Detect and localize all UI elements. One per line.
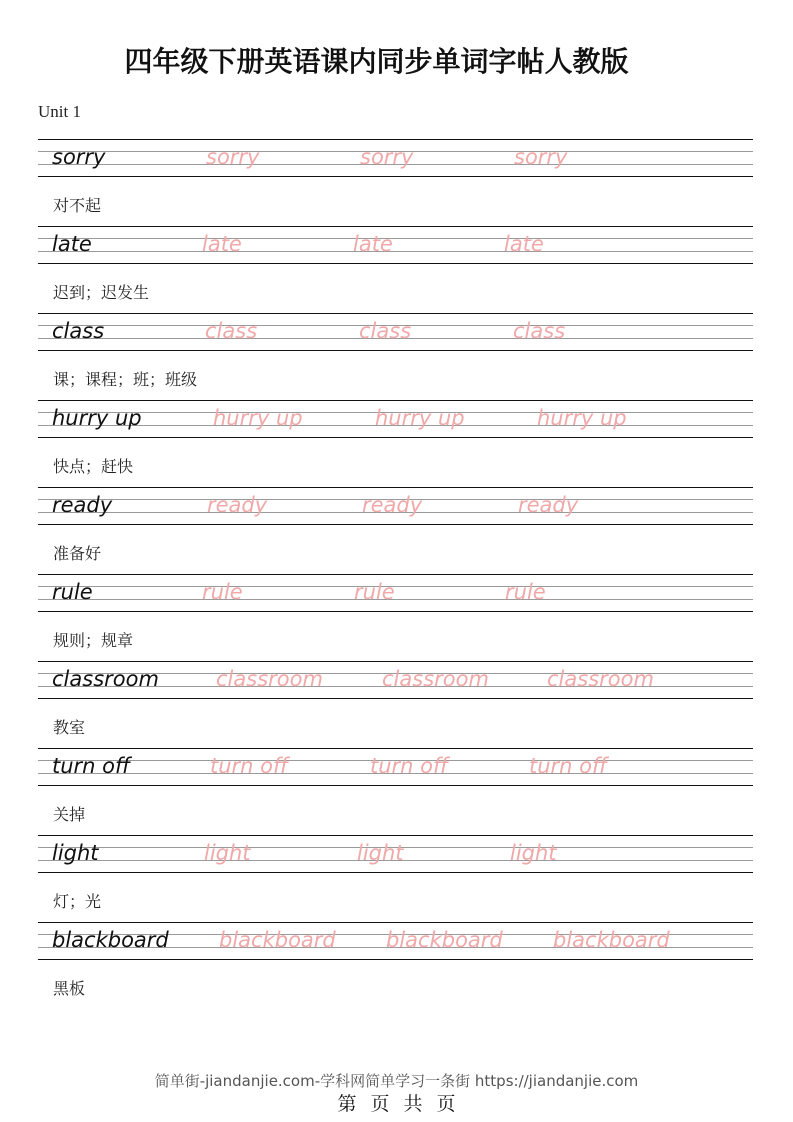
footer-page-number: 第 页 共 页	[337, 1093, 456, 1115]
trace-word: class	[205, 319, 258, 343]
writing-row	[38, 487, 753, 525]
guide-line	[38, 139, 753, 140]
trace-word: turn off	[370, 754, 449, 778]
word-meaning: 黑板	[53, 979, 86, 998]
guide-line	[38, 263, 753, 264]
guide-line	[38, 238, 753, 239]
word-meaning: 教室	[53, 718, 86, 737]
guide-line	[38, 586, 753, 587]
writing-row	[38, 226, 753, 264]
writing-row	[38, 313, 753, 351]
trace-word: light	[204, 841, 251, 865]
word-meaning: 灯；光	[53, 892, 102, 911]
trace-word: late	[504, 232, 544, 256]
page-title: 四年级下册英语课内同步单词字帖人教版	[124, 45, 629, 78]
trace-word: turn off	[529, 754, 608, 778]
trace-word: classroom	[547, 667, 654, 691]
guide-line	[38, 487, 753, 488]
trace-word: sorry	[514, 145, 568, 169]
unit-heading: Unit 1	[38, 102, 81, 121]
trace-word: light	[510, 841, 557, 865]
footer-site-text: 简单街-jiandanjie.com-学科网简单学习一条街 https://jiandanjie.com	[154, 1072, 639, 1090]
trace-word: late	[202, 232, 242, 256]
guide-line	[38, 698, 753, 699]
trace-word: blackboard	[386, 928, 503, 952]
guide-line	[38, 785, 753, 786]
guide-line	[38, 437, 753, 438]
trace-word: rule	[354, 580, 395, 604]
guide-line	[38, 251, 753, 252]
guide-line	[38, 176, 753, 177]
model-word: class	[52, 319, 105, 343]
guide-line	[38, 400, 753, 401]
model-word: turn off	[52, 754, 131, 778]
guide-line	[38, 922, 753, 923]
guide-line	[38, 872, 753, 873]
word-meaning: 准备好	[53, 544, 102, 563]
model-word: hurry up	[52, 406, 142, 430]
guide-line	[38, 350, 753, 351]
writing-row	[38, 139, 753, 177]
model-word: late	[52, 232, 92, 256]
guide-line	[38, 574, 753, 575]
guide-line	[38, 959, 753, 960]
trace-word: late	[353, 232, 393, 256]
guide-line	[38, 748, 753, 749]
trace-word: turn off	[210, 754, 289, 778]
trace-word: hurry up	[537, 406, 627, 430]
model-word: sorry	[52, 145, 106, 169]
trace-word: classroom	[216, 667, 323, 691]
trace-word: blackboard	[219, 928, 336, 952]
writing-row	[38, 922, 753, 960]
guide-line	[38, 599, 753, 600]
guide-line	[38, 835, 753, 836]
trace-word: light	[357, 841, 404, 865]
writing-row	[38, 574, 753, 612]
trace-word: ready	[207, 493, 268, 517]
model-word: light	[52, 841, 99, 865]
model-word: blackboard	[52, 928, 169, 952]
trace-word: blackboard	[553, 928, 670, 952]
model-word: classroom	[52, 667, 159, 691]
trace-word: classroom	[382, 667, 489, 691]
writing-row	[38, 400, 753, 438]
word-meaning: 对不起	[53, 196, 102, 215]
guide-line	[38, 313, 753, 314]
trace-word: ready	[362, 493, 423, 517]
trace-word: hurry up	[375, 406, 465, 430]
guide-line	[38, 524, 753, 525]
trace-word: class	[359, 319, 412, 343]
word-meaning: 关掉	[53, 805, 86, 824]
word-meaning: 课；课程；班；班级	[53, 370, 198, 389]
trace-word: rule	[505, 580, 546, 604]
trace-word: class	[513, 319, 566, 343]
word-meaning: 规则；规章	[53, 631, 134, 650]
guide-line	[38, 661, 753, 662]
trace-word: rule	[202, 580, 243, 604]
trace-word: sorry	[206, 145, 260, 169]
model-word: rule	[52, 580, 93, 604]
writing-row	[38, 661, 753, 699]
word-meaning: 迟到；迟发生	[53, 283, 150, 302]
guide-line	[38, 611, 753, 612]
writing-row	[38, 835, 753, 873]
trace-word: sorry	[360, 145, 414, 169]
trace-word: hurry up	[213, 406, 303, 430]
model-word: ready	[52, 493, 113, 517]
word-meaning: 快点；赶快	[53, 457, 134, 476]
guide-line	[38, 226, 753, 227]
trace-word: ready	[518, 493, 579, 517]
writing-row	[38, 748, 753, 786]
